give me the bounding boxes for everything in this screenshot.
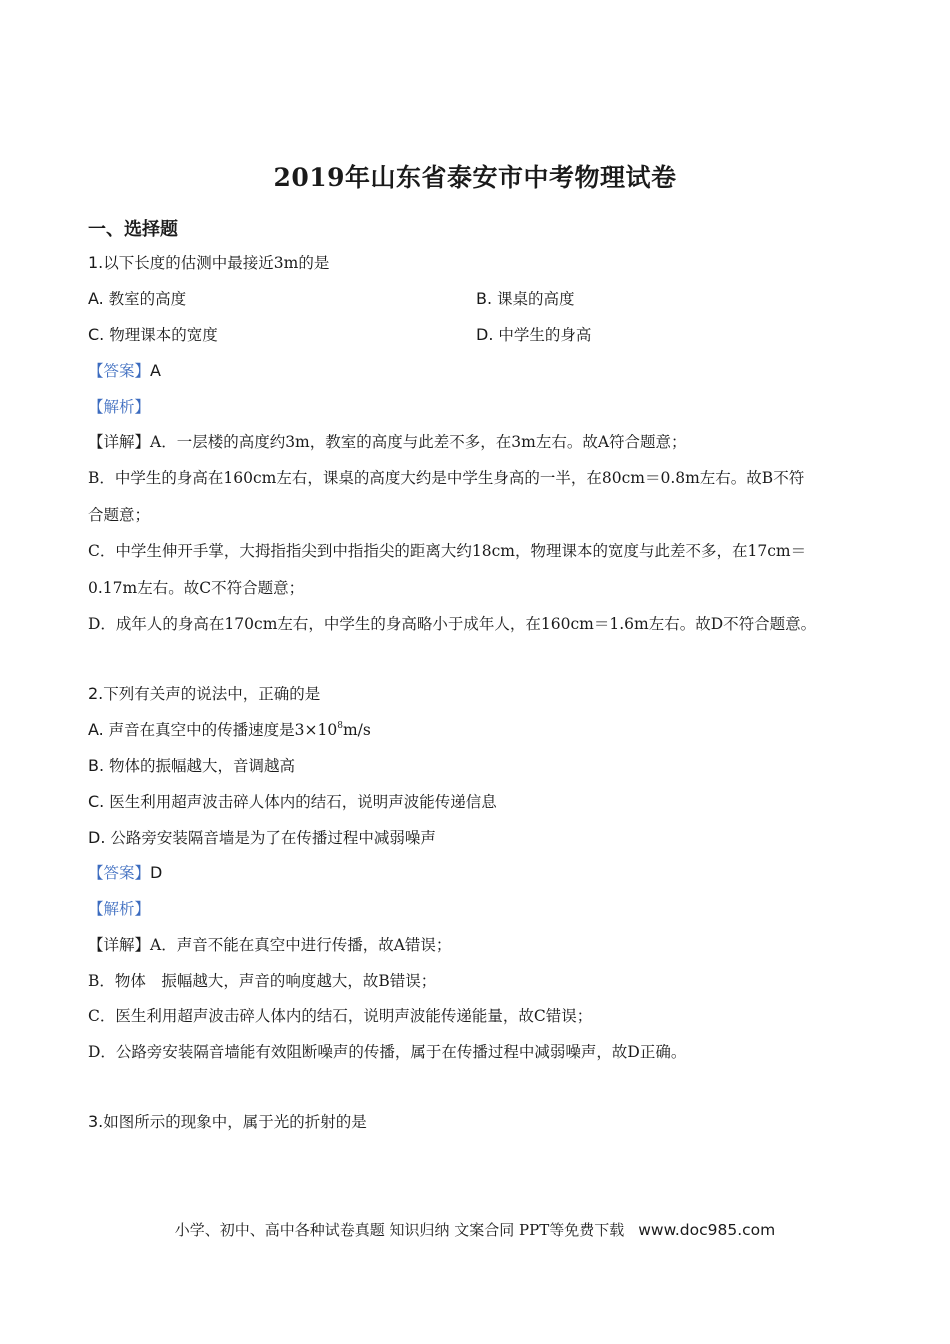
question-number: 3. [88,1112,104,1131]
option-unit: m/s [342,721,371,739]
option-letter: C. [88,792,105,811]
q1-option-b [476,288,575,310]
option-letter: C. [88,325,105,344]
question-text: 以下长度的估测中最接近3m的是 [103,254,330,272]
option-text: 物理课本的宽度 [104,326,218,344]
q2-option-c [88,791,497,813]
q2-option-b [88,755,295,777]
q2-detail-line: B．物体 振幅越大，声音的响度越大，故B错误； [88,972,437,990]
option-letter: B. [476,289,493,308]
question-number: 1. [88,253,104,272]
q1-option-c [88,324,218,346]
page-footer [0,1219,950,1240]
q1-detail-line: C．中学生伸开手掌，大拇指指尖到中指指尖的距离大约18cm，物理课本的宽度与此差不多，在17cm＝ [88,542,807,560]
q1-analysis-tag [88,396,150,418]
exponent: 8 [337,721,343,731]
option-text: 医生利用超声波击碎人体内的结石，说明声波能传递信息 [104,793,497,811]
q2-detail-line: 【详解】A．声音不能在真空中进行传播，故A错误； [88,936,452,954]
answer-tag: 【答案】 [88,362,151,380]
question-2-stem [88,683,320,705]
option-text: 课桌的高度 [492,290,575,308]
option-text: 公路旁安装隔音墙是为了在传播过程中减弱噪声 [105,829,436,847]
q2-detail-line: C．医生利用超声波击碎人体内的结石，说明声波能传递能量，故C错误； [88,1007,593,1025]
q1-option-d [476,324,591,346]
question-text: 如图所示的现象中，属于光的折射的是 [103,1113,367,1131]
analysis-tag: 【解析】 [88,398,151,416]
q1-detail-line: 合题意； [88,506,151,524]
option-letter: B. [88,756,105,775]
q1-answer [88,360,161,382]
q1-option-a [88,288,186,310]
q2-option-d [88,827,436,849]
question-1-stem [88,252,329,274]
q2-analysis-tag [88,898,150,920]
answer-tag: 【答案】 [88,864,151,882]
option-text: 教室的高度 [103,290,187,308]
q2-option-a [88,719,371,741]
q1-detail-line: D．成年人的身高在170cm左右，中学生的身高略小于成年人，在160cm＝1.6m左右。故D不符合题意。 [88,615,817,633]
section-heading: 一、选择题 [88,219,178,240]
footer-text: 小学、初中、高中各种试卷真题 知识归纳 文案合同 PPT等免费下载 [174,1221,625,1239]
option-letter: D. [476,325,494,344]
question-number: 2. [88,684,104,703]
q2-answer [88,862,162,884]
option-letter: A. [88,289,104,308]
option-letter: D. [88,828,106,847]
q1-detail-line: B．中学生的身高在160cm左右，课桌的高度大约是中学生身高的一半，在80cm＝0.8m左右。故B不符 [88,469,805,487]
option-text: 声音在真空中的传播速度是3×10 [103,721,338,739]
question-text: 下列有关声的说法中，正确的是 [103,685,321,703]
analysis-tag: 【解析】 [88,900,151,918]
q1-detail-line: 0.17m左右。故C不符合题意； [88,579,305,597]
footer-url[interactable]: www.doc985.com [638,1221,776,1239]
page-title: 2019年山东省泰安市中考物理试卷 [273,163,677,192]
q2-detail-line: D．公路旁安装隔音墙能有效阻断噪声的传播，属于在传播过程中减弱噪声，故D正确。 [88,1043,687,1061]
answer-value: D [150,863,163,882]
q1-detail-line: 【详解】A．一层楼的高度约3m，教室的高度与此差不多，在3m左右。故A符合题意； [88,433,687,451]
answer-value: A [150,361,161,380]
question-3-stem [88,1111,367,1133]
option-text: 中学生的身高 [493,326,592,344]
option-letter: A. [88,720,104,739]
option-text: 物体的振幅越大，音调越高 [104,757,295,775]
